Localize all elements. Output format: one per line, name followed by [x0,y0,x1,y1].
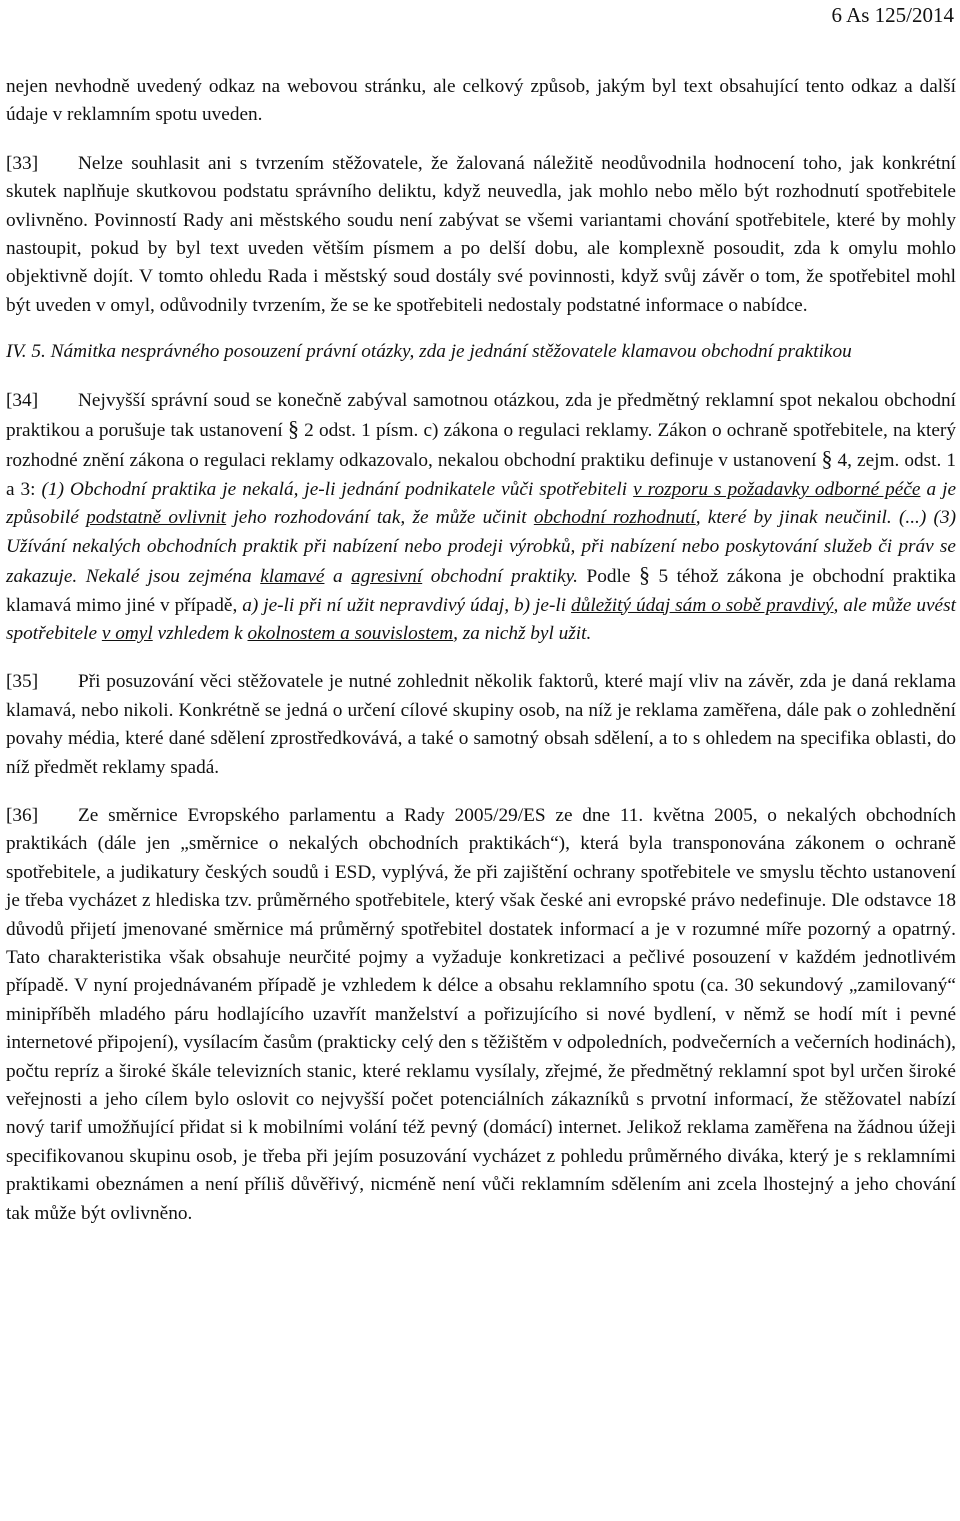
paragraph-33 [6,150,956,320]
paragraph-36 [6,802,956,1228]
section-sign: § [287,416,299,442]
paragraph-continuation [6,73,956,130]
text-run: 2 odst. 1 písm. c) zákona o regulaci reklamy. Zákon o ochraně spotřebitele, na který rozhodné znění zákona o regulaci reklamy odkazovalo, nekalou obchodní praktiku definuje v ustanovení [6,420,956,472]
text-run: 4, zejm. odst. 1 a 3: [6,450,956,500]
quote-run: a [332,566,343,588]
paragraph-34 [6,387,956,649]
paragraph-35 [6,668,956,782]
text-run: 5 téhož zákona je obchodní praktika klamavá mimo jiné v případě, [6,566,956,616]
quote-underlined: agresivní [351,566,423,588]
quote-run: a) je-li při ní užit nepravdivý údaj, b) je-li [242,594,567,616]
paragraph-text: nejen nevhodně uvedený odkaz na webovou stránku, ale celkový způsob, jakým byl text obsahující tento odkaz a další údaje v reklamním spotu uveden. [6,76,956,126]
quote-run: a je způsobilé [6,478,956,529]
section-label: IV. 5. [6,341,46,363]
case-number: 6 As 125/2014 [831,3,954,27]
quote-underlined: obchodní rozhodnutí [533,507,696,529]
document-body [6,73,956,1228]
paragraph-number: [34] [6,389,39,411]
quote-run: , ale může uvést spotřebitele [6,594,956,644]
paragraph-text: Ze směrnice Evropského parlamentu a Rady 2005/29/ES ze dne 11. května 2005, o nekalých obchodních praktikách (dále jen „směrnice o nekalých obchodních praktikách“), která byla transponována zákonem o ochraně spotřebitele, a judikatury českých soudů i ESD, vyplývá, že při zajištění ochrany spotřebitele ve smyslu těchto ustanovení je třeba vycházet z hlediska tzv. průměrného spotřebitele, který však české ani evropské právo nedefinuje. Dle odstavce 18 důvodů přijetí jmenované směrnice má průměrný spotřebitel dostatek informací a je v rozumné míře pozorný a opatrný. Tato charakteristika však obsahuje neurčité pojmy a vyžaduje konkretizaci a pečlivé posouzení v každém jednotlivém případě. V nyní projednávaném případě je vzhledem k délce a obsahu reklamního spotu (ca. 30 sekundový „zamilovaný“ minipříběh mladého páru hodlajícího uzavřít manželství a pořizujícího si nové bydlení, v němž se hodí mít i pevné internetové připojení), vysílacím časům (prakticky celý den s těžištěm v odpoledních, podvečerních a večerních hodinách), počtu repríz a široké škále televizních stanic, které reklamu vysílaly, zřejmé, že předmětný reklamní spot byl určen široké veřejnosti a jeho cílem bylo oslovit co nejvyšší počet potenciálních zákazníků s prvotní informací, že stěžovatel nabízí nový tarif umožňující přidat si k mobilními volání též pevný (domácí) internet. Jelikož reklama zaměřena na žádnou úžeji specifikovanou skupinu osob, je třeba při jejím posuzování vycházet z pohledu průměrného diváka, který je s reklamními praktikami obeznámen a není příliš důvěřivý, nicméně není vůči reklamním sdělením ani zcela lhostejný a jeho chování tak může být ovlivněno. [6,804,956,1224]
quote-run: vzhledem k [157,622,243,644]
quote-underlined: klamavé [260,566,325,588]
section-sign: § [638,562,650,588]
paragraph-text: Nelze souhlasit ani s tvrzením stěžovatele, že žalovaná náležitě neodůvodnila hodnocení toho, jak konkrétní skutek naplňuje skutkovou podstatu správního deliktu, když neuvedla, jak mohlo nebo mělo být rozhodnutí spotřebitele ovlivněno. Povinností Rady ani městského soudu není zabývat se všemi variantami chování spotřebitele, které by mohly nastoupit, pokud by byl text uveden větším písmem a po delší dobu, ale komplexně posoudit, zda k omylu mohlo objektivně dojít. V tomto ohledu Rada i městský soud dostály své povinnosti, když svůj závěr o tom, že spotřebitel mohl být uveden v omyl, odůvodnily tvrzením, že se ke spotřebiteli nedostaly podstatné informace o nabídce. [6,152,956,316]
quote-run: jeho rozhodování tak, že může učinit [233,507,527,529]
quote-run: , které by jinak neučinil. (...) (3) Užívání nekalých obchodních praktik při nabízení nebo prodeji výrobků, při nabízení nebo poskytování služeb či práv se zakazuje. Nekalé jsou zejména [6,507,957,588]
quote-underlined: v omyl [101,622,153,644]
paragraph-number: [35] [6,671,39,693]
paragraph-number: [33] [6,152,39,174]
quote-underlined: okolnostem a souvislostem [247,622,454,644]
quote-underlined: důležitý údaj sám o sobě pravdivý [571,594,834,616]
text-run: Podle [586,566,631,588]
quote-run: (1) Obchodní praktika je nekalá, je-li jednání podnikatele vůči spotřebiteli [41,478,628,500]
text-run: Nejvyšší správní soud se konečně zabýval samotnou otázkou, zda je předmětný reklamní spot nekalou obchodní praktikou a porušuje tak ustanovení [6,389,956,442]
paragraph-text: Při posuzování věci stěžovatele je nutné zohlednit několik faktorů, které mají vliv na závěr, zda je daná reklama klamavá, nebo nikoli. Konkrétně se jedná o určení cílové skupiny osob, na níž je reklama zaměřena, dále pak o zohlednění povahy média, které dané sdělení zprostředkovává, a také o samotný obsah sdělení, a to s ohledem na specifika oblasti, do níž předmět reklamy spadá. [6,671,956,778]
quote-run: , za nichž byl užit. [453,622,592,644]
quote-underlined: v rozporu s požadavky odborné péče [633,478,921,500]
section-title: Námitka nesprávného posouzení právní otázky, zda je jednání stěžovatele klamavou obchodní praktikou [50,341,852,363]
quote-underlined: podstatně ovlivnit [86,507,227,529]
section-heading [6,338,956,366]
section-sign: § [821,446,833,472]
quote-run: obchodní praktiky. [430,566,578,588]
paragraph-number: [36] [6,804,39,826]
